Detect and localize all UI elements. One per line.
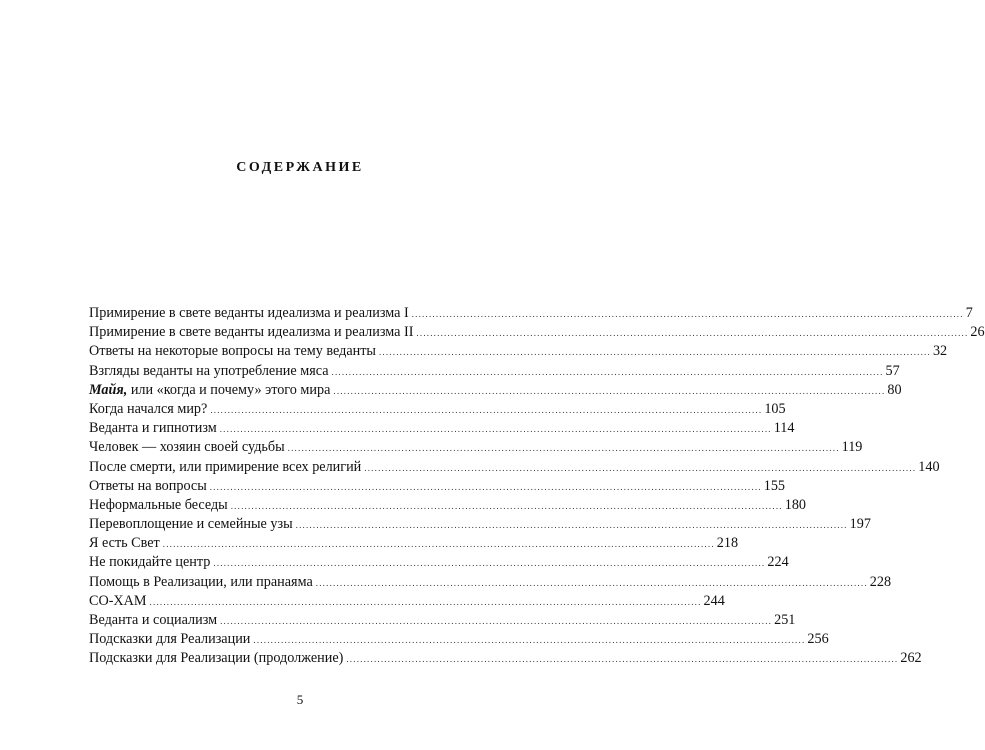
toc-entry-title: Не покидайте центр xyxy=(89,554,211,571)
dot-leader xyxy=(412,305,964,324)
toc-entry-page: 228 xyxy=(869,573,892,590)
dot-leader xyxy=(316,574,868,593)
toc-entry-page: 262 xyxy=(900,650,922,667)
toc-entry-page: 180 xyxy=(784,496,806,513)
toc-entry xyxy=(89,477,786,496)
toc-entry-page: 155 xyxy=(763,477,786,494)
toc-entry xyxy=(89,304,973,323)
toc-entry-page: 105 xyxy=(764,400,786,417)
toc-entry-page: 80 xyxy=(887,381,902,398)
dot-leader xyxy=(213,554,765,573)
toc-entry xyxy=(89,534,739,553)
dot-leader xyxy=(379,343,931,362)
toc-entry-title: Взгляды веданты на употребление мяса xyxy=(89,362,329,379)
dot-leader xyxy=(220,420,772,439)
dot-leader xyxy=(346,650,898,669)
toc-entry-page: 119 xyxy=(841,439,863,456)
dot-leader xyxy=(364,459,916,478)
toc-entry-page: 57 xyxy=(885,362,900,379)
toc-entry-page: 32 xyxy=(932,343,948,360)
toc-entry xyxy=(89,323,985,342)
toc-entry-title: Примирение в свете веданты идеализма и реализма II xyxy=(89,324,414,341)
toc-entry xyxy=(89,573,892,592)
table-of-contents xyxy=(89,304,985,669)
toc-entry-title: Ответы на вопросы xyxy=(89,477,207,494)
toc-entry-page: 7 xyxy=(965,305,973,321)
toc-entry xyxy=(89,592,725,611)
toc-entry xyxy=(89,515,871,534)
toc-entry-title-rest: или «когда и почему» этого мира xyxy=(127,381,331,398)
dot-leader xyxy=(220,612,772,631)
dot-leader xyxy=(253,631,805,650)
toc-entry-page: 26 xyxy=(970,324,985,341)
toc-entry-title: Неформальные беседы xyxy=(89,496,228,513)
dot-leader xyxy=(416,324,968,343)
toc-entry xyxy=(89,630,829,649)
dot-leader xyxy=(163,535,715,554)
dot-leader xyxy=(332,363,884,382)
toc-entry xyxy=(89,342,948,361)
toc-entry xyxy=(89,400,786,419)
dot-leader xyxy=(231,497,783,516)
toc-entry xyxy=(89,611,796,630)
toc-entry-title: Подсказки для Реализации (продолжение) xyxy=(89,650,344,667)
toc-entry xyxy=(89,381,902,400)
dot-leader xyxy=(288,439,840,458)
toc-entry-title: Помощь в Реализации, или пранаяма xyxy=(89,573,313,590)
dot-leader xyxy=(333,382,885,401)
toc-entry xyxy=(89,419,795,438)
toc-entry-page: 197 xyxy=(849,516,871,533)
toc-entry xyxy=(89,458,940,477)
toc-entry-page: 140 xyxy=(918,458,940,475)
toc-entry xyxy=(89,553,789,572)
toc-entry-page: 244 xyxy=(703,592,725,609)
toc-entry-title: Ответы на некоторые вопросы на тему веданты xyxy=(89,343,376,360)
toc-entry-title: Когда начался мир? xyxy=(89,400,208,417)
dot-leader xyxy=(150,593,702,612)
toc-entry-page: 114 xyxy=(773,420,795,437)
toc-entry-page: 224 xyxy=(767,554,789,571)
toc-entry-title: Перевоплощение и семейные узы xyxy=(89,516,293,533)
toc-entry xyxy=(89,649,922,668)
toc-entry xyxy=(89,362,900,381)
toc-entry-title: Я есть Свет xyxy=(89,535,160,552)
toc-entry-title: Примирение в свете веданты идеализма и реализма I xyxy=(89,305,409,321)
toc-entry-title: Веданта и гипнотизм xyxy=(89,420,217,437)
dot-leader xyxy=(210,401,762,420)
toc-entry-page: 256 xyxy=(807,631,829,648)
toc-entry-title xyxy=(89,381,330,400)
toc-entry-title: После смерти, или примирение всех религий xyxy=(89,458,362,475)
dot-leader xyxy=(296,516,848,535)
toc-entry-title: Веданта и социализм xyxy=(89,612,218,628)
toc-entry xyxy=(89,496,806,515)
toc-entry-title: Человек — хозяин своей судьбы xyxy=(89,439,285,456)
toc-entry-page: 218 xyxy=(716,535,739,552)
toc-entry-title-emphasis: Майя, xyxy=(89,381,128,398)
toc-entry-title: Подсказки для Реализации xyxy=(89,631,251,648)
dot-leader xyxy=(210,478,762,497)
page-number: 5 xyxy=(296,692,304,707)
toc-entry-title: СО-ХАМ xyxy=(89,592,147,609)
toc-entry-page: 251 xyxy=(774,612,796,628)
toc-entry xyxy=(89,438,863,457)
page-title: СОДЕРЖАНИЕ xyxy=(236,160,364,175)
